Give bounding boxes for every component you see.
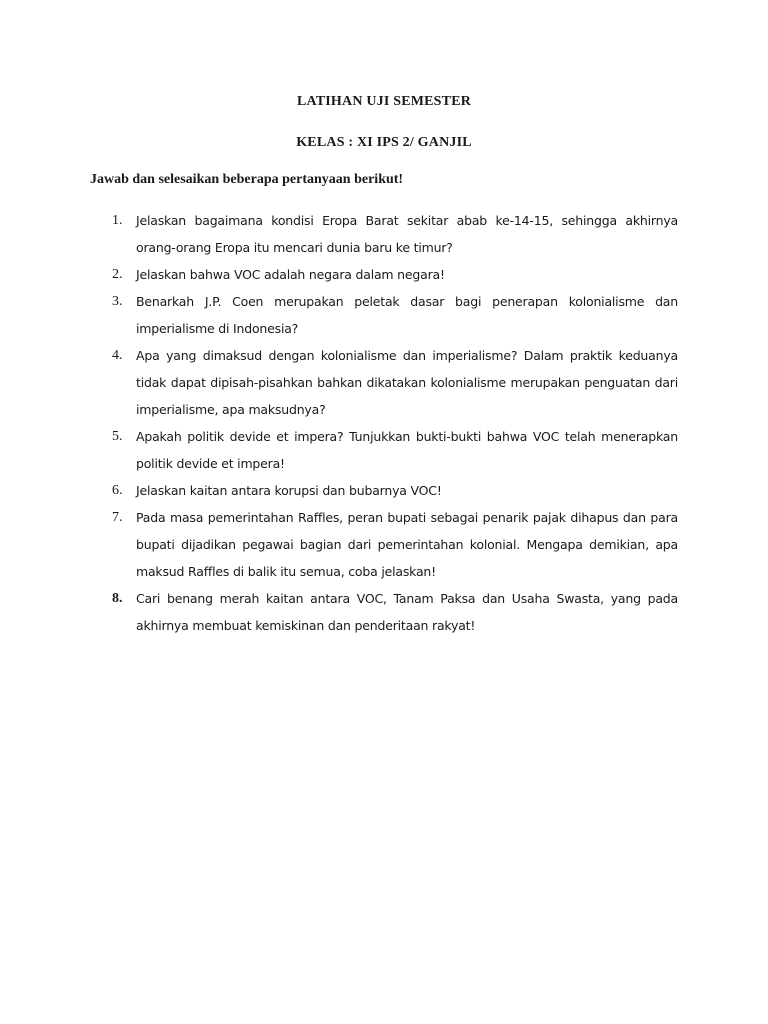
question-number: 6. — [112, 483, 123, 498]
question-text: Jelaskan bahwa VOC adalah negara dalam negara! — [136, 267, 445, 282]
question-item — [102, 342, 678, 423]
question-number: 8. — [112, 591, 123, 606]
question-text: Benarkah J.P. Coen merupakan peletak dasar bagi penerapan kolonialisme dan imperialisme di Indonesia? — [136, 294, 678, 336]
question-text: Pada masa pemerintahan Raffles, peran bupati sebagai penarik pajak dihapus dan para bupati dijadikan pegawai bagian dari pemerintahan kolonial. Mengapa demikian, apa maksud Raffles di balik itu semua, coba jelaskan! — [136, 510, 678, 579]
question-text: Apa yang dimaksud dengan kolonialisme dan imperialisme? Dalam praktik keduanya tidak dapat dipisah-pisahkan bahkan dikatakan kolonialisme merupakan penguatan dari imperialisme, apa maksudnya? — [136, 348, 678, 417]
question-item — [102, 288, 678, 342]
document-title: LATIHAN UJI SEMESTER — [296, 94, 472, 109]
question-item — [102, 477, 678, 504]
question-number: 3. — [112, 294, 123, 309]
question-number: 1. — [112, 213, 123, 228]
question-item — [102, 261, 678, 288]
question-number: 7. — [112, 510, 123, 525]
question-number: 2. — [112, 267, 123, 282]
document-subtitle: KELAS : XI IPS 2/ GANJIL — [296, 135, 472, 150]
question-text: Jelaskan kaitan antara korupsi dan bubarnya VOC! — [136, 483, 442, 498]
question-item — [102, 585, 678, 639]
question-text: Cari benang merah kaitan antara VOC, Tanam Paksa dan Usaha Swasta, yang pada akhirnya membuat kemiskinan dan penderitaan rakyat! — [136, 591, 678, 633]
question-text: Apakah politik devide et impera? Tunjukkan bukti-bukti bahwa VOC telah menerapkan politik devide et impera! — [136, 429, 678, 471]
question-item — [102, 504, 678, 585]
question-list — [102, 207, 678, 639]
question-text: Jelaskan bagaimana kondisi Eropa Barat sekitar abab ke-14-15, sehingga akhirnya orang-orang Eropa itu mencari dunia baru ke timur? — [136, 213, 678, 255]
question-number: 4. — [112, 348, 123, 363]
instruction-text: Jawab dan selesaikan beberapa pertanyaan berikut! — [90, 172, 404, 187]
question-item — [102, 207, 678, 261]
question-number: 5. — [112, 429, 123, 444]
question-item — [102, 423, 678, 477]
